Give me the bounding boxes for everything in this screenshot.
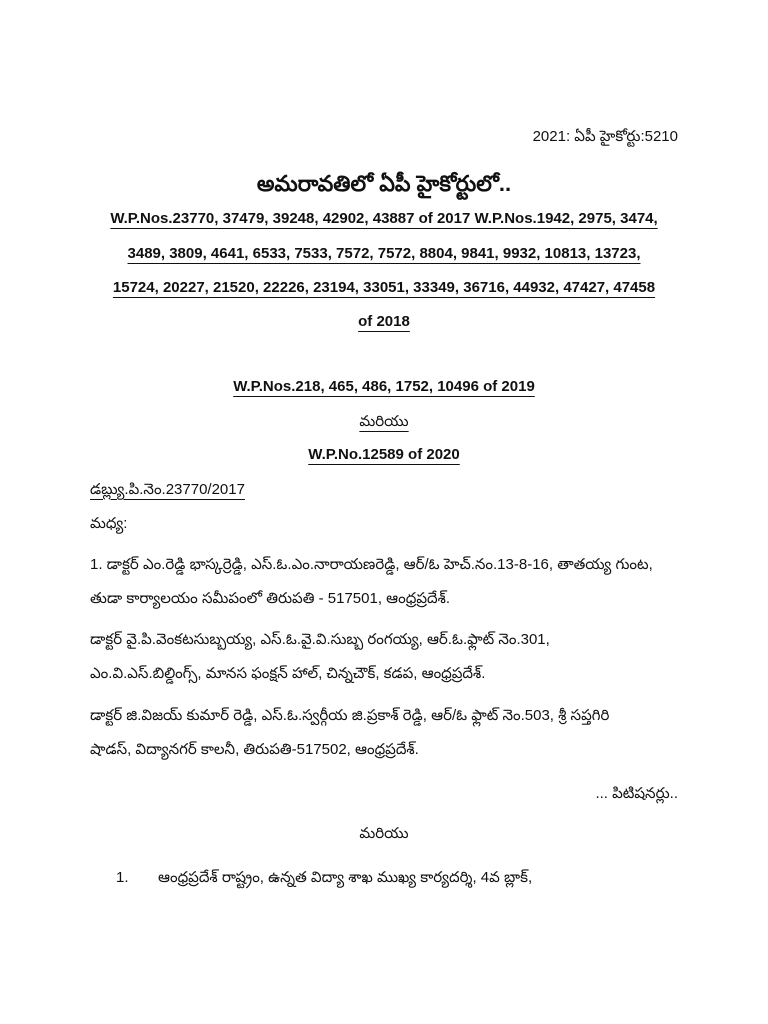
respondent-1-number: 1. [116, 869, 129, 886]
case-list-line-3: 15724, 20227, 21520, 22226, 23194, 33051, 33349, 36716, 44932, 47427, 47458 [112, 279, 656, 296]
page-title: అమరావతిలో ఏపీ హైకోర్టులో.. [256, 171, 512, 196]
and-label-2: మరియు [359, 825, 409, 842]
petitioner-1-line-1: 1. డాక్టర్ ఎం.రెడ్డి భాస్కర్రెడ్డి, ఎస్.ఓ.ఎం.నారాయణరెడ్డి, ఆర్/ఓ హెచ్.నం.13-8-16, తాతయ్య గుంట, [90, 556, 653, 573]
case-reference: డబ్ల్యు.పి.నెం.23770/2017 [90, 481, 245, 498]
case-list-line-1: W.P.Nos.23770, 37479, 39248, 42902, 43887 of 2017 W.P.Nos.1942, 2975, 3474, [110, 210, 658, 227]
case-list-2019: W.P.Nos.218, 465, 486, 1752, 10496 of 2019 [233, 378, 535, 395]
respondent-1-line-1: ఆంధ్రప్రదేశ్ రాష్ట్రం, ఉన్నత విద్యా శాఖ ముఖ్య కార్యదర్శి, 4వ బ్లాక్, [158, 869, 533, 886]
case-list-2020: W.P.No.12589 of 2020 [308, 446, 460, 463]
between-label: మధ్య: [90, 515, 128, 532]
petitioners-label: ... పిటిషనర్లు.. [595, 785, 678, 802]
petitioner-2-line-2: ఎం.వి.ఎస్.బిల్డింగ్స్, మానస ఫంక్షన్ హాల్, చిన్నచౌక్, కడప, ఆంధ్రప్రదేశ్. [90, 665, 486, 682]
reference-number: 2021: ఏపీ హైకోర్టు:5210 [532, 128, 678, 145]
petitioner-3-line-2: షాడస్, విద్యానగర్ కాలనీ, తిరుపతి-517502, ఆంధ్రప్రదేశ్. [90, 741, 419, 758]
case-list-line-4: of 2018 [358, 313, 410, 330]
petitioner-1-line-2: తుడా కార్యాలయం సమీపంలో తిరుపతి - 517501, ఆంధ్రప్రదేశ్. [90, 590, 450, 607]
case-list-line-2: 3489, 3809, 4641, 6533, 7533, 7572, 7572, 8804, 9841, 9932, 10813, 13723, [127, 245, 641, 262]
and-label-1: మరియు [359, 413, 409, 430]
petitioner-2-line-1: డాక్టర్ వై.పి.వెంకటసుబ్బయ్య, ఎస్.ఓ.వై.వి.సుబ్బ రంగయ్య, ఆర్.ఓ.ఫ్లాట్ నెం.301, [90, 631, 550, 648]
petitioner-3-line-1: డాక్టర్ జి.విజయ్ కుమార్ రెడ్డి, ఎస్.ఓ.స్వర్గీయ జి.ప్రకాశ్ రెడ్డి, ఆర్/ఓ ఫ్లాట్ నెం.503, శ్రీ సప్తగిరి [90, 707, 610, 724]
